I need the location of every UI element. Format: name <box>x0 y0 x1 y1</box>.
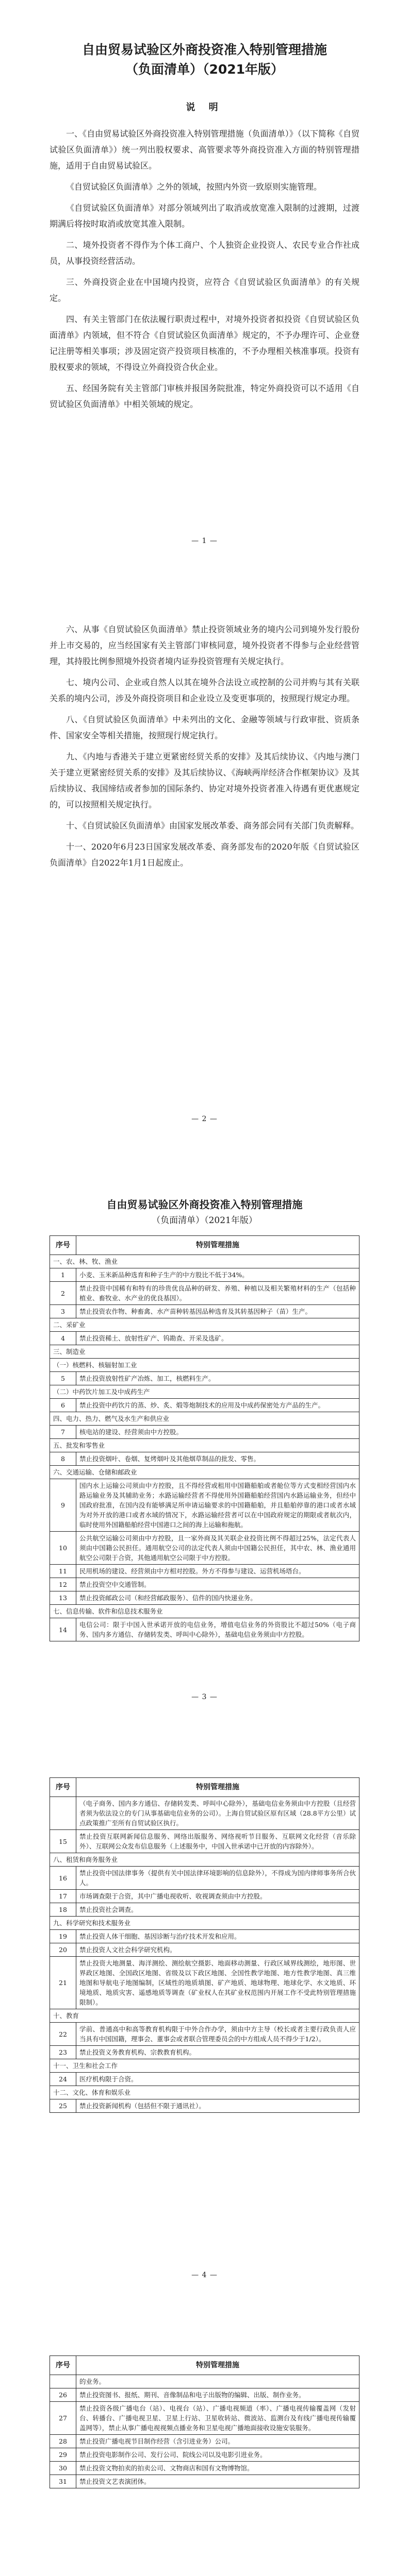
table-row <box>50 2023 359 2046</box>
row-measure-text: 禁止投资广播电视节目制作经营（含引进业务）公司。 <box>76 2435 359 2448</box>
row-measure-text: 禁止投资电影制作公司、发行公司、院线公司以及电影引进业务。 <box>76 2448 359 2462</box>
page-3 <box>0 1156 409 1734</box>
list-subtitle: （负面清单）（2021年版） <box>152 1215 257 1226</box>
row-measure-text: 禁止投资社会调查。 <box>76 1903 359 1917</box>
category-row <box>50 2059 359 2073</box>
category-label: 三、制造业 <box>50 1345 359 1359</box>
table-row <box>50 2435 359 2448</box>
note-paragraph: 六、从事《自贸试验区负面清单》禁止投资领域业务的境内公司到境外发行股份并上市交易的，应当经国家有关主管部门审核同意，境外投资者不得参与企业经营管理，其持股比例参照境外投资者境内证券投资管理有关规定执行。 <box>50 624 359 666</box>
category-row <box>50 1412 359 1426</box>
category-row <box>50 1345 359 1359</box>
table-row <box>50 1867 359 1890</box>
table-row <box>50 1957 359 2009</box>
category-label: 五、批发和零售业 <box>50 1439 359 1452</box>
category-label: 十二、文化、体育和娱乐业 <box>50 2086 359 2099</box>
row-measure-text: 医疗机构限于合资。 <box>76 2073 359 2086</box>
row-number <box>50 2375 76 2388</box>
note-paragraph: 九、《内地与香港关于建立更紧密经贸关系的安排》及其后续协议、《内地与澳门关于建立更紧密经贸关系的安排》及其后续协议、《海峡两岸经济合作框架协议》及其后续协议、我国缔结或者参加的国际条约、协定对境外投资者准入待遇有更优惠规定的，可以按照相关规定执行。 <box>50 752 359 809</box>
category-label: 四、电力、热力、燃气及水生产和供应业 <box>50 1412 359 1426</box>
page-number: — 2 — <box>191 1115 218 1123</box>
row-measure-text: 禁止投资空中交通管制。 <box>76 1578 359 1591</box>
table-row <box>50 2388 359 2402</box>
note-paragraph: 十一、2020年6月23日国家发展改革委、商务部发布的2020年版《自贸试验区负面清单》自2022年1月1日起废止。 <box>50 842 359 868</box>
row-measure-text: 禁止投资稀土、放射性矿产、钨勘查、开采及选矿。 <box>76 1332 359 1345</box>
row-number: 7 <box>50 1426 76 1439</box>
row-number: 21 <box>50 1957 76 2009</box>
table-row <box>50 1268 359 1282</box>
table-row <box>50 1930 359 1943</box>
table-row <box>50 1943 359 1957</box>
measures-table <box>50 1235 359 1641</box>
row-measure-text: 公共航空运输公司须由中方控股，且一家外商及其关联企业投资比例不得超过25%，法定代表人须由中国籍公民担任。通用航空公司的法定代表人须由中国籍公民担任，其中农、林、渔业通用航空公司限于合资，其他通用航空公司限于中方控股。 <box>76 1532 359 1565</box>
row-number: 28 <box>50 2435 76 2448</box>
category-row <box>50 2009 359 2023</box>
table-row <box>50 2046 359 2059</box>
row-number: 4 <box>50 1332 76 1345</box>
category-label: 六、交通运输、仓储和邮政业 <box>50 1466 359 1479</box>
row-number: 29 <box>50 2448 76 2462</box>
table-row <box>50 1591 359 1605</box>
row-measure-text: 禁止投资中药饮片的蒸、炒、炙、煅等炮制技术的应用及中成药保密处方产品的生产。 <box>76 1399 359 1412</box>
row-measure-text: 核电站的建设、经营须由中方控股。 <box>76 1426 359 1439</box>
list-title: 自由贸易试验区外商投资准入特别管理措施 <box>106 1198 303 1211</box>
page-number: — 1 — <box>191 537 218 545</box>
note-paragraph: 三、外商投资企业在中国境内投资，应符合《自贸试验区负面清单》的有关规定。 <box>50 277 359 303</box>
table-row <box>50 1830 359 1853</box>
note-paragraph: 四、有关主管部门在依法履行职责过程中，对境外投资者拟投资《自贸试验区负面清单》内领域，但不符合《自贸试验区负面清单》规定的，不予办理许可、企业登记注册等相关事项；涉及固定资产投资项目核准的，不予办理相关核准事项。投资有股权要求的领域，不得设立外商投资合伙企业。 <box>50 314 359 372</box>
category-label: 八、租赁和商务服务业 <box>50 1853 359 1867</box>
note-paragraph: 七、境内公司、企业或自然人以其在境外合法设立或控制的公司并购与其有关联关系的境内公司，涉及外商投资项目和企业设立及变更事项的，按照现行规定办理。 <box>50 677 359 703</box>
row-measure-text: 禁止投资新闻机构（包括但不限于通讯社）。 <box>76 2099 359 2113</box>
row-measure-text: （电子商务、国内多方通信、存储转发类、呼叫中心除外），基础电信业务须由中方控股（且经营者须为依法设立的专门从事基础电信业务的公司）。上海自贸试验区原有区域（28.8平方公里）试点政策推广至所有自贸试验区执行。 <box>76 1797 359 1830</box>
table-row <box>50 2475 359 2488</box>
row-measure-text: 禁止投资邮政公司（和经营邮政服务）、信件的国内快递业务。 <box>76 1591 359 1605</box>
row-measure-text: 禁止投资中国法律事务（提供有关中国法律环境影响的信息除外），不得成为国内律师事务所合伙人。 <box>76 1867 359 1890</box>
document-title-line1: 自由贸易试验区外商投资准入特别管理措施 <box>81 42 327 57</box>
table-row <box>50 2448 359 2462</box>
note-paragraph: 八、《自贸试验区负面清单》中未列出的文化、金融等领域与行政审批、资质条件、国家安全等相关措施，按照现行规定执行。 <box>50 715 359 740</box>
category-label: 十、教育 <box>50 2009 359 2023</box>
row-number: 22 <box>50 2023 76 2046</box>
row-measure-text: 禁止投资烟叶、卷烟、复烤烟叶及其他烟草制品的批发、零售。 <box>76 1452 359 1466</box>
page-1 <box>0 0 409 578</box>
table-row <box>50 1565 359 1578</box>
row-measure-text: 禁止投资文艺表演团体。 <box>76 2475 359 2488</box>
table-row <box>50 1399 359 1412</box>
note-paragraph: 一、《自由贸易试验区外商投资准入特别管理措施（负面清单）》（以下简称《自贸试验区负面清单》）统一列出股权要求、高管要求等外商投资准入方面的特别管理措施，适用于自由贸易试验区。 <box>50 129 359 171</box>
measures-table <box>50 2355 359 2488</box>
category-label: 一、农、林、牧、渔业 <box>50 1255 359 1268</box>
category-row <box>50 1466 359 1479</box>
category-label: 九、科学研究和技术服务业 <box>50 1917 359 1930</box>
table-row <box>50 2099 359 2113</box>
row-measure-text: 禁止投资农作物、种畜禽、水产苗种转基因品种选育及其转基因种子（苗）生产。 <box>76 1305 359 1318</box>
category-row <box>50 1853 359 1867</box>
row-measure-text: 禁止投资人文社会科学研究机构。 <box>76 1943 359 1957</box>
category-label: （一）核燃料、核辐射加工业 <box>50 1359 359 1372</box>
row-number: 14 <box>50 1618 76 1641</box>
category-label: 二、采矿业 <box>50 1318 359 1332</box>
table-row <box>50 1452 359 1466</box>
row-number: 2 <box>50 1282 76 1305</box>
row-number: 13 <box>50 1591 76 1605</box>
row-measure-text: 禁止投资中国稀有和特有的珍贵优良品种的研发、养殖、种植以及相关繁殖材料的生产（包括种植业、畜牧业、水产业的优良基因）。 <box>76 1282 359 1305</box>
row-number: 17 <box>50 1890 76 1903</box>
row-measure-text: 禁止投资人体干细胞、基因诊断与治疗技术开发和应用。 <box>76 1930 359 1943</box>
table-row <box>50 1890 359 1903</box>
table-row <box>50 1618 359 1641</box>
row-number: 25 <box>50 2099 76 2113</box>
row-measure-text: 禁止投资文物拍卖的拍卖公司、文物商店和国有文物博物馆。 <box>76 2462 359 2475</box>
row-number: 27 <box>50 2402 76 2435</box>
row-measure-text: 市场调查限于合资，其中广播电视收听、收视调查须由中方控股。 <box>76 1890 359 1903</box>
row-number: 12 <box>50 1578 76 1591</box>
header-no: 序号 <box>50 1236 76 1255</box>
header-no: 序号 <box>50 2356 76 2375</box>
table-row <box>50 1479 359 1532</box>
category-row <box>50 1917 359 1930</box>
row-number: 16 <box>50 1867 76 1890</box>
row-number: 24 <box>50 2073 76 2086</box>
row-measure-text: 国内水上运输公司须由中方控股，且不得经营或租用中国籍船舶或者舱位等方式变相经营国内水路运输业务及其辅助业务；水路运输经营者不得使用外国籍船舶经营国内水路运输业务，但经中国政府批准，在国内没有能够满足所申请运输要求的中国籍船舶，并且船舶停靠的港口或者水域为对外开放的港口或者水域的情况下，水路运输经营者可以在中国政府规定的期限或者航次内，临时使用外国籍船舶经营中国港口之间的海上运输和拖航。 <box>76 1479 359 1532</box>
page-2 <box>0 578 409 1156</box>
table-row <box>50 1532 359 1565</box>
page-number: — 3 — <box>191 1693 218 1701</box>
page-5 <box>0 2312 409 2576</box>
notes-heading: 说 明 <box>186 102 223 113</box>
row-number: 30 <box>50 2462 76 2475</box>
row-measure-text: 小麦、玉米新品种选育和种子生产的中方股比不低于34%。 <box>76 1268 359 1282</box>
table-row <box>50 2375 359 2388</box>
document-title-line2: （负面清单）（2021年版） <box>125 62 284 77</box>
category-row <box>50 1359 359 1372</box>
category-label: 七、信息传输、软件和信息技术服务业 <box>50 1605 359 1618</box>
note-paragraph: 二、境外投资者不得作为个体工商户、个人独资企业投资人、农民专业合作社成员，从事投资经营活动。 <box>50 240 359 266</box>
page-4 <box>0 1734 409 2312</box>
header-measure: 特别管理措施 <box>76 2356 359 2375</box>
row-number: 11 <box>50 1565 76 1578</box>
category-row <box>50 1385 359 1399</box>
category-row <box>50 1318 359 1332</box>
row-number: 9 <box>50 1479 76 1532</box>
table-row <box>50 2073 359 2086</box>
row-measure-text: 禁止投资放射性矿产冶炼、加工，核燃料生产。 <box>76 1372 359 1385</box>
category-row <box>50 1605 359 1618</box>
row-measure-text: 禁止投资互联网新闻信息服务、网络出版服务、网络视听节目服务、互联网文化经营（音乐除外）、互联网公众发布信息服务（上述服务中，中国入世承诺中已开放的内容除外）。 <box>76 1830 359 1853</box>
table-row <box>50 1305 359 1318</box>
row-number: 26 <box>50 2388 76 2402</box>
row-measure-text: 的业务。 <box>76 2375 359 2388</box>
table-row <box>50 1578 359 1591</box>
row-number <box>50 1797 76 1830</box>
category-row <box>50 1255 359 1268</box>
row-number: 23 <box>50 2046 76 2059</box>
row-measure-text: 学前、普通高中和高等教育机构限于中外合作办学，须由中方主导（校长或者主要行政负责人应当具有中国国籍，理事会、董事会或者联合管理委员会的中方组成人员不得少于1/2）。 <box>76 2023 359 2046</box>
row-number: 18 <box>50 1903 76 1917</box>
row-measure-text: 禁止投资图书、报纸、期刊、音像制品和电子出版物的编辑、出版、制作业务。 <box>76 2388 359 2402</box>
row-number: 19 <box>50 1930 76 1943</box>
row-number: 1 <box>50 1268 76 1282</box>
page-number: — 4 — <box>191 2271 218 2279</box>
table-row <box>50 1332 359 1345</box>
row-number: 31 <box>50 2475 76 2488</box>
table-row <box>50 2462 359 2475</box>
category-row <box>50 2086 359 2099</box>
note-paragraph: 《自贸试验区负面清单》对部分领域列出了取消或放宽准入限制的过渡期，过渡期满后将按时取消或放宽其准入限制。 <box>50 203 359 229</box>
measures-table <box>50 1777 359 2113</box>
row-measure-text: 电信公司：限于中国入世承诺开放的电信业务，增值电信业务的外资股比不超过50%（电子商务、国内多方通信、存储转发类、呼叫中心除外），基础电信业务须由中方控股。 <box>76 1618 359 1641</box>
table-row <box>50 1282 359 1305</box>
row-number: 5 <box>50 1372 76 1385</box>
row-measure-text: 禁止投资义务教育机构、宗教教育机构。 <box>76 2046 359 2059</box>
row-measure-text: 禁止投资大地测量、海洋测绘、测绘航空摄影、地面移动测量、行政区域界线测绘，地形图、世界政区地图、全国政区地图、省级及以下政区地图、全国性教学地图、地方性教学地图、真三维地图和导航电子地图编制，区域性的地质填图、矿产地质、地球物理、地球化学、水文地质、环境地质、地质灾害、遥感地质等调查（矿业权人在其矿业权范围内开展工作不受此特别管理措施限制）。 <box>76 1957 359 2009</box>
row-number: 20 <box>50 1943 76 1957</box>
table-row <box>50 2402 359 2435</box>
row-number: 6 <box>50 1399 76 1412</box>
table-row <box>50 1372 359 1385</box>
row-measure-text: 禁止投资各级广播电台（站）、电视台（站）、广播电视频道（率）、广播电视传输覆盖网（发射台、转播台、广播电视卫星、卫星上行站、卫星收转站、微波站、监测台及有线广播电视传输覆盖网等），禁止从事广播电视视频点播业务和卫星电视广播地面接收设施安装服务。 <box>76 2402 359 2435</box>
row-number: 8 <box>50 1452 76 1466</box>
header-measure: 特别管理措施 <box>76 1778 359 1797</box>
table-row <box>50 1903 359 1917</box>
row-number: 10 <box>50 1532 76 1565</box>
category-label: 十一、卫生和社会工作 <box>50 2059 359 2073</box>
category-row <box>50 1439 359 1452</box>
table-row <box>50 1797 359 1830</box>
row-number: 3 <box>50 1305 76 1318</box>
note-paragraph: 五、经国务院有关主管部门审核并报国务院批准，特定外商投资可以不适用《自贸试验区负面清单》中相关领域的规定。 <box>50 383 359 409</box>
table-row <box>50 1426 359 1439</box>
category-label: （二）中药饮片加工及中成药生产 <box>50 1385 359 1399</box>
header-no: 序号 <box>50 1778 76 1797</box>
header-measure: 特别管理措施 <box>76 1236 359 1255</box>
note-paragraph: 十、《自贸试验区负面清单》由国家发展改革委、商务部会同有关部门负责解释。 <box>66 821 359 831</box>
row-number: 15 <box>50 1830 76 1853</box>
row-measure-text: 民用机场的建设、经营须由中方相对控股。外方不得参与建设、运营机场塔台。 <box>76 1565 359 1578</box>
note-paragraph: 《自贸试验区负面清单》之外的领域，按照内外资一致原则实施管理。 <box>66 182 322 192</box>
